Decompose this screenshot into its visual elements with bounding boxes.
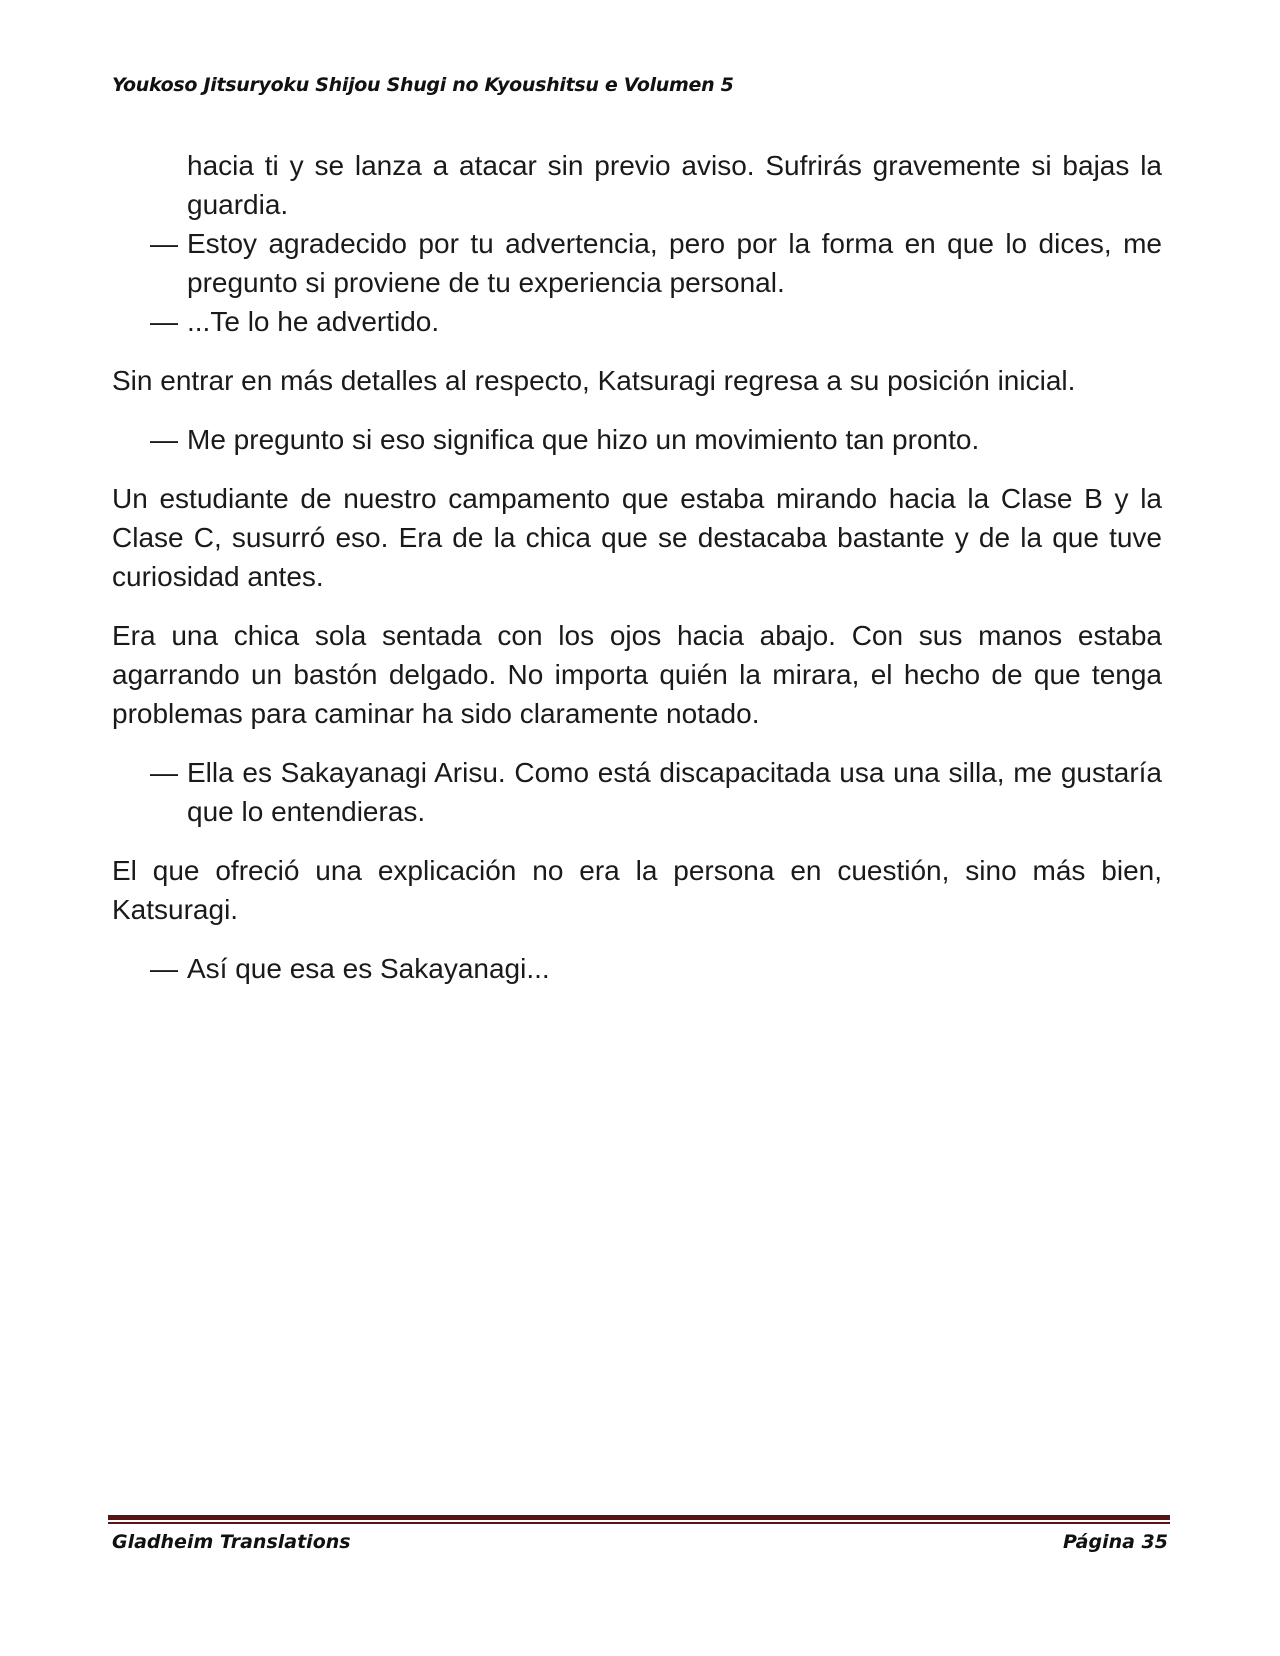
dialogue-text: Ella es Sakayanagi Arisu. Como está discapacitada usa una silla, me gustaría que lo entendieras. bbox=[187, 757, 1162, 827]
running-header: Youkoso Jitsuryoku Shijou Shugi no Kyoushitsu e Volumen 5 bbox=[112, 74, 734, 96]
em-dash: — bbox=[150, 424, 178, 455]
dialogue-line bbox=[112, 224, 1162, 302]
dialogue-text: Así que esa es Sakayanagi... bbox=[187, 953, 550, 984]
footer-rule-thick bbox=[108, 1515, 1170, 1520]
dialogue-text: Estoy agradecido por tu advertencia, pero por la forma en que lo dices, me pregunto si proviene de tu experiencia personal. bbox=[187, 228, 1162, 298]
paragraph: Sin entrar en más detalles al respecto, Katsuragi regresa a su posición inicial. bbox=[112, 365, 1076, 396]
em-dash: — bbox=[150, 228, 178, 259]
dialogue-line bbox=[112, 420, 1162, 459]
paragraph: El que ofreció una explicación no era la persona en cuestión, sino más bien, Katsuragi. bbox=[112, 855, 1162, 925]
dialogue-continuation bbox=[112, 146, 1162, 224]
em-dash: — bbox=[150, 757, 178, 788]
dialogue-text: Me pregunto si eso significa que hizo un movimiento tan pronto. bbox=[187, 424, 980, 455]
page-number: Página 35 bbox=[1062, 1531, 1168, 1553]
footer-credit: Gladheim Translations bbox=[112, 1531, 351, 1553]
em-dash: — bbox=[150, 306, 178, 337]
em-dash: — bbox=[150, 953, 178, 984]
body-text bbox=[112, 146, 1162, 1008]
dialogue-line bbox=[112, 302, 1162, 341]
footer-rule-thin bbox=[108, 1522, 1170, 1524]
paragraph: Un estudiante de nuestro campamento que estaba mirando hacia la Clase B y la Clase C, susurró eso. Era de la chica que se destacaba bastante y de la que tuve curiosidad antes. bbox=[112, 483, 1162, 592]
dialogue-line bbox=[112, 949, 1162, 988]
dialogue-text: ...Te lo he advertido. bbox=[187, 306, 440, 337]
paragraph: Era una chica sola sentada con los ojos hacia abajo. Con sus manos estaba agarrando un bastón delgado. No importa quién la mirara, el hecho de que tenga problemas para caminar ha sido claramente notado. bbox=[112, 620, 1162, 729]
continuation-text: hacia ti y se lanza a atacar sin previo aviso. Sufrirás gravemente si bajas la guardia. bbox=[187, 150, 1162, 220]
footer-divider bbox=[108, 1515, 1170, 1524]
dialogue-line bbox=[112, 753, 1162, 831]
